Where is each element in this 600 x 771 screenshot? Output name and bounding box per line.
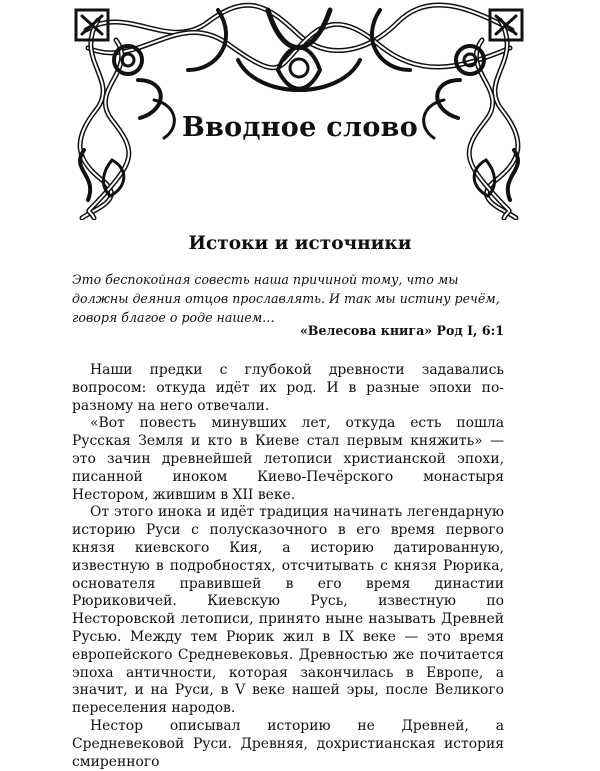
epigraph-quote: Это беспокойная совесть наша причиной тому, что мы должны деяния отцов прославлять. И так мы истину речём, говоря благое о роде нашем… xyxy=(72,272,500,325)
section-title: Истоки и источники xyxy=(188,233,412,254)
paragraph: От этого инока и идёт традиция начинать легендарную историю Руси с полусказочного в его время первого князя киевского Кия, а историю датированную, известную в подробностях, отсчитывать с князя Рюрика, основателя правившей в его время династии Рюриковичей. Киевскую Русь, известную по Несторовской летописи, принято ныне называть Древней Русью. Между тем Рюрик жил в IX веке — это время европейского Средневековья. Древностью же почитается эпоха античности, которая закончилась в Европе, а значит, и на Руси, в V веке нашей эры, после Великого переселения народов. xyxy=(72,504,504,717)
paragraph: Нестор описывал историю не Древней, а Средневековой Руси. Древняя, дохристианская история смиренного xyxy=(72,717,504,770)
celtic-knot-ornament-frame xyxy=(68,0,530,220)
paragraph: Наши предки с глубокой древности задавались вопросом: откуда идёт их род. И в разные эпохи по-разному на него отвечали. xyxy=(72,362,504,414)
paragraph: «Вот повесть минувших лет, откуда есть пошла Русская Земля и кто в Киеве стал первым княжить» — это зачин древнейшей летописи христианской эпохи, писанной иноком Киево-Печёрского монастыря Нестором, жившим в XII веке. xyxy=(72,415,504,503)
epigraph-source: «Велесова книга» Род I, 6:1 xyxy=(299,323,504,338)
chapter-title: Вводное слово xyxy=(181,112,419,143)
body-text xyxy=(72,362,504,771)
